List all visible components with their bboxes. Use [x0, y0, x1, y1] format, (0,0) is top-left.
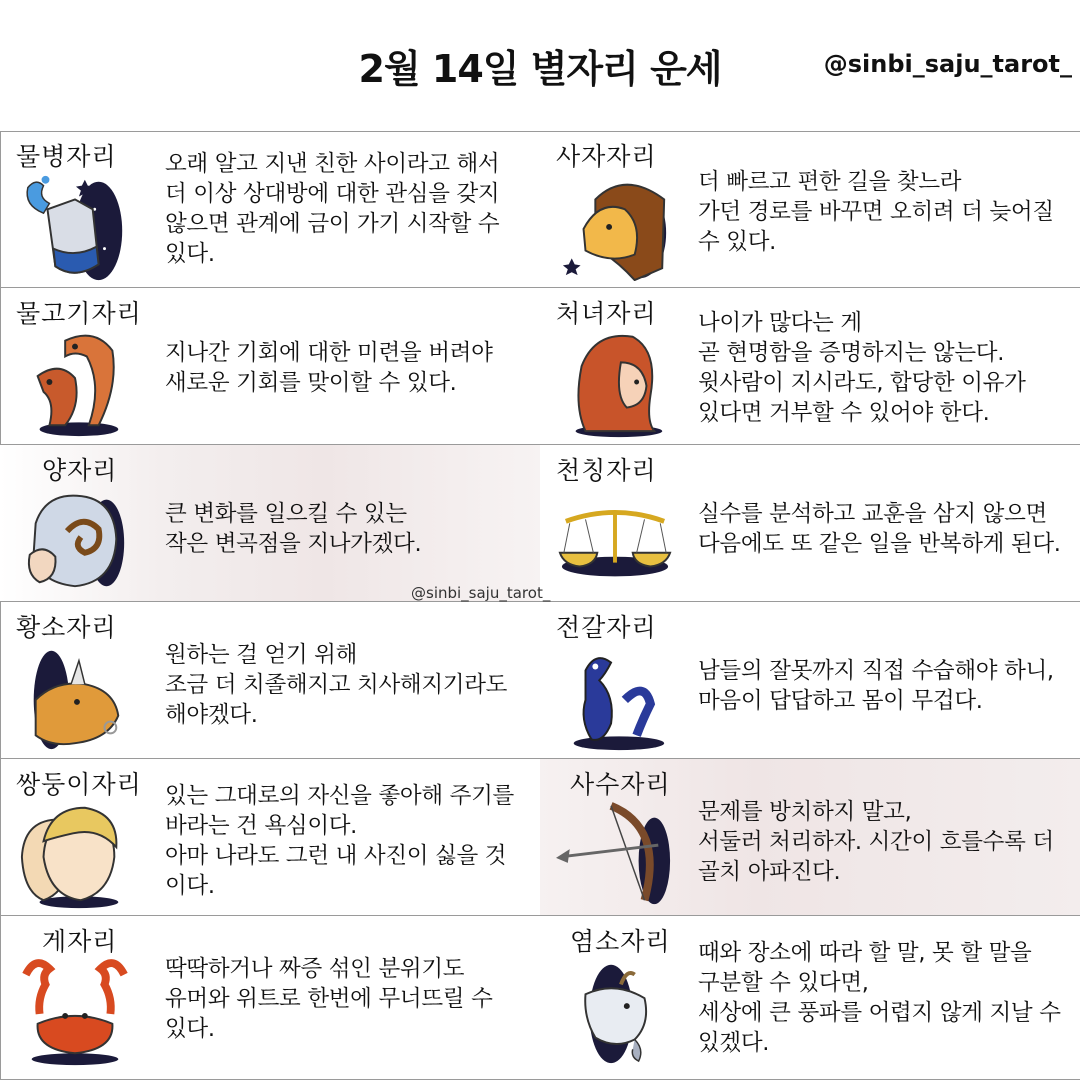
- lion-icon: [556, 169, 674, 281]
- twins-icon: [16, 797, 134, 909]
- bow-arrow-icon: [556, 797, 674, 909]
- fortune-text: 때와 장소에 따라 할 말, 못 할 말을 구분할 수 있다면, 세상에 큰 풍파를 어렵지 않게 지날 수 있겠다.: [698, 940, 1061, 1056]
- sign-name: 천칭자리: [556, 456, 657, 485]
- fish-icon: [16, 326, 134, 438]
- header: [0, 0, 1080, 132]
- scorpion-icon: [556, 640, 674, 752]
- card-leo: [540, 131, 1080, 288]
- fortune-text: 큰 변화를 일으킬 수 있는 작은 변곡점을 지나가겠다.: [165, 501, 422, 557]
- scales-icon: [556, 483, 674, 595]
- sign-name: 염소자리: [570, 927, 671, 956]
- ram-icon: [16, 483, 134, 595]
- maiden-icon: [556, 326, 674, 438]
- card-capricorn: [540, 916, 1080, 1080]
- fortune-text: 나이가 많다는 게 곧 현명함을 증명하지는 않는다. 윗사람이 지시라도, 합당한 이유가 있다면 거부할 수 있어야 한다.: [698, 310, 1026, 426]
- sign-name: 전갈자리: [556, 613, 657, 642]
- sea-goat-icon: [556, 954, 674, 1066]
- sign-name: 사자자리: [556, 142, 657, 171]
- fortune-text: 오래 알고 지낸 친한 사이라고 해서 더 이상 상대방에 대한 관심을 갖지 않으면 관계에 금이 가기 시작할 수 있다.: [165, 151, 500, 267]
- fortune-text: 문제를 방치하지 말고, 서둘러 처리하자. 시간이 흐를수록 더 골치 아파진다.: [698, 799, 1054, 885]
- card-aquarius: [0, 131, 540, 288]
- card-sagittarius: [540, 759, 1080, 916]
- watermark: @sinbi_saju_tarot_: [411, 584, 551, 602]
- account-handle[interactable]: @sinbi_saju_tarot_: [823, 50, 1072, 78]
- card-scorpio: [540, 602, 1080, 759]
- card-taurus: [0, 602, 540, 759]
- water-bearer-icon: [16, 169, 134, 281]
- fortune-text: 딱딱하거나 짜증 섞인 분위기도 유머와 위트로 한번에 무너뜨릴 수 있다.: [165, 956, 493, 1042]
- fortune-text: 지나간 기회에 대한 미련을 버려야 새로운 기회를 맞이할 수 있다.: [165, 340, 493, 396]
- card-gemini: [0, 759, 540, 916]
- card-cancer: [0, 916, 540, 1080]
- fortune-text: 있는 그대로의 자신을 좋아해 주기를 바라는 건 욕심이다. 아마 나라도 그런 내 사진이 싫을 것 이다.: [165, 783, 514, 899]
- sign-name: 양자리: [42, 456, 118, 485]
- fortune-text: 실수를 분석하고 교훈을 삼지 않으면 다음에도 또 같은 일을 반복하게 된다.: [698, 501, 1061, 557]
- bull-icon: [16, 640, 134, 752]
- sign-name: 쌍둥이자리: [16, 770, 142, 799]
- card-virgo: [540, 288, 1080, 445]
- sign-name: 게자리: [42, 927, 118, 956]
- fortune-text: 더 빠르고 편한 길을 찾느라 가던 경로를 바꾸면 오히려 더 늦어질 수 있다.: [698, 169, 1054, 255]
- sign-name: 사수자리: [570, 770, 671, 799]
- card-libra: [540, 445, 1080, 602]
- sign-name: 물고기자리: [16, 299, 142, 328]
- page-title: 2월 14일 별자리 운세: [358, 47, 722, 91]
- crab-icon: [16, 954, 134, 1066]
- card-pisces: [0, 288, 540, 445]
- fortune-text: 원하는 걸 얻기 위해 조금 더 치졸해지고 치사해지기라도 해야겠다.: [165, 642, 508, 728]
- fortune-text: 남들의 잘못까지 직접 수습해야 하니, 마음이 답답하고 몸이 무겁다.: [698, 658, 1054, 714]
- card-aries: [0, 445, 540, 602]
- sign-name: 황소자리: [16, 613, 117, 642]
- sign-name: 물병자리: [16, 142, 117, 171]
- sign-name: 처녀자리: [556, 299, 657, 328]
